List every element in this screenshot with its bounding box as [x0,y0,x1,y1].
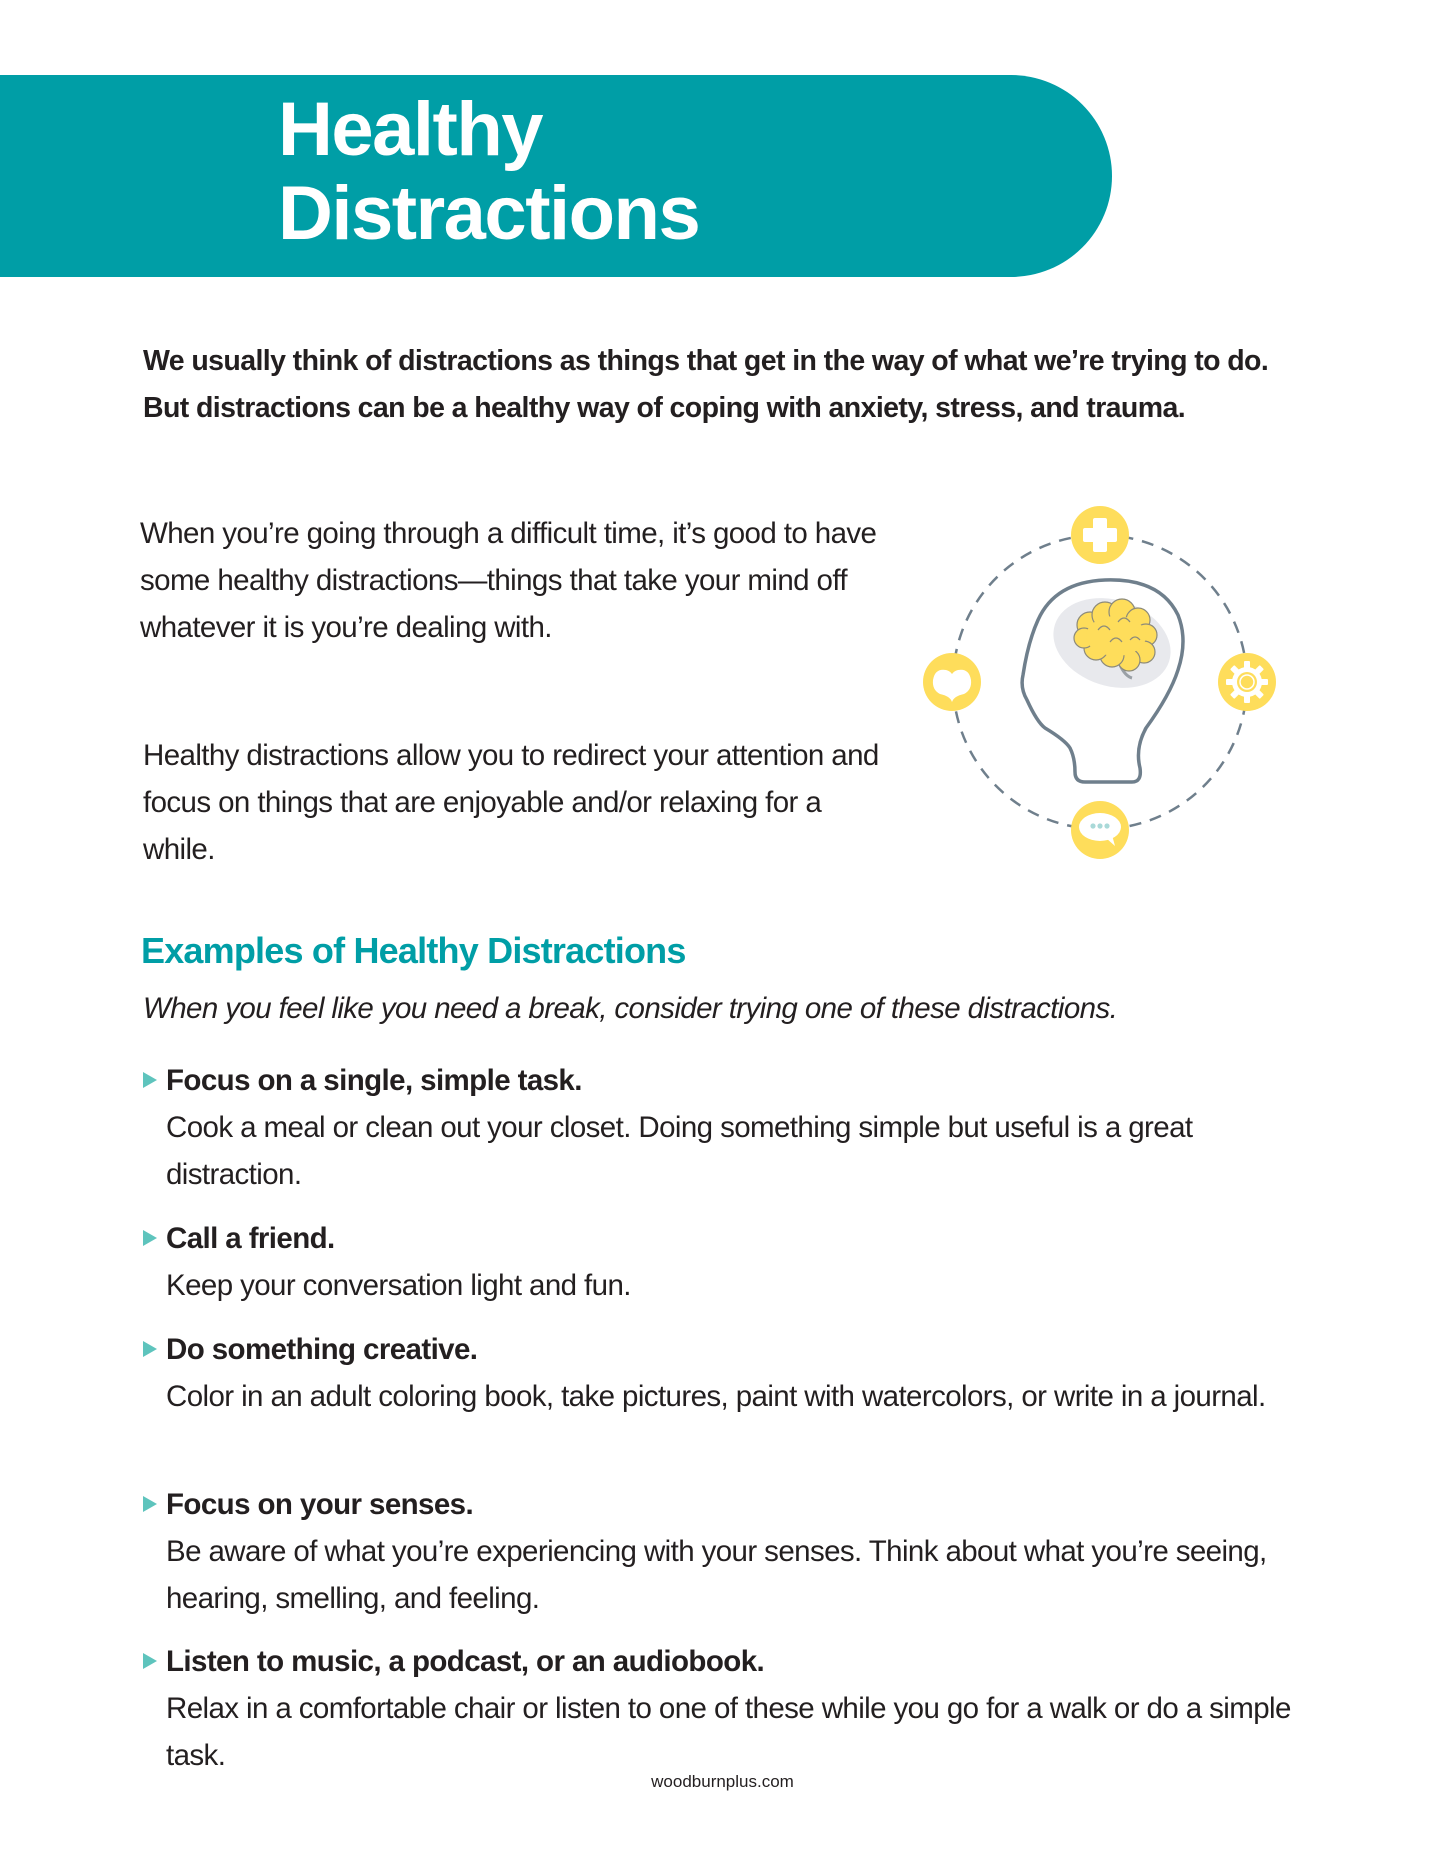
item-description: Color in an adult coloring book, take pictures, paint with watercolors, or write in a journal. [166,1380,1266,1413]
list-item [143,1057,1313,1198]
item-title: Listen to music, a podcast, or an audiobook. [166,1645,765,1678]
item-title: Focus on your senses. [166,1488,474,1521]
item-title: Call a friend. [166,1222,335,1255]
page-title [278,88,699,256]
item-description: Keep your conversation light and fun. [166,1269,631,1302]
list-item [143,1215,1313,1309]
triangle-bullet-icon [143,1072,157,1088]
item-title: Focus on a single, simple task. [166,1064,582,1097]
section-heading: Examples of Healthy Distractions [141,930,686,971]
item-title: Do something creative. [166,1333,478,1366]
list-item [143,1638,1313,1779]
title-line-1: Healthy [278,87,543,172]
heart-icon [923,653,981,711]
body-paragraph-2: Healthy distractions allow you to redirect your attention and focus on things that are enjoyable and/or relaxing for a while. [143,739,879,866]
item-description: Cook a meal or clean out your closet. Doing something simple but useful is a great distraction. [166,1111,1193,1191]
head-brain-illustration [920,490,1320,880]
body-paragraph-1: When you’re going through a difficult time, it’s good to have some healthy distractions—things that take your mind off whatever it is you’re dealing with. [140,517,877,644]
item-description: Relax in a comfortable chair or listen to one of these while you go for a walk or do a simple task. [166,1692,1291,1772]
gear-icon [1218,653,1276,711]
triangle-bullet-icon [143,1230,157,1246]
triangle-bullet-icon [143,1496,157,1512]
list-item [143,1481,1313,1622]
triangle-bullet-icon [143,1653,157,1669]
list-item [143,1326,1313,1420]
plus-icon [1071,506,1129,564]
triangle-bullet-icon [143,1341,157,1357]
title-line-2: Distractions [278,171,700,256]
footer-site-text: woodburnplus.com [651,1772,794,1791]
intro-paragraph: We usually think of distractions as things that get in the way of what we’re trying to do. But distractions can be a healthy way of coping with anxiety, stress, and trauma. [143,345,1269,424]
section-subheading: When you feel like you need a break, consider trying one of these distractions. [143,992,1118,1025]
item-description: Be aware of what you’re experiencing with your senses. Think about what you’re seeing, hearing, smelling, and feeling. [166,1535,1267,1615]
speech-bubble-icon [1071,801,1129,859]
